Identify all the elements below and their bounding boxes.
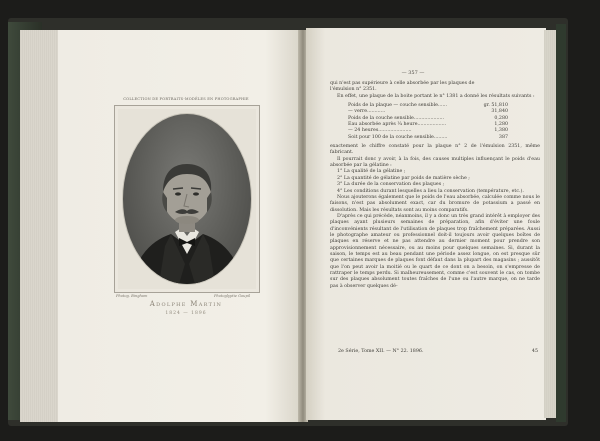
paragraph-4: Nous ajouterons également que le poids de l'eau absorbée, calculée comme nous le faisons, n'est pas absolument exact, car du bromure de potassium a passé en dissolution. Mais les résultats sont au moins comparatifs. [330,194,540,213]
paragraph-5: D'après ce qui précède, néanmoins, il y a donc un très grand intérêt à employer des plaques ayant plusieurs semaines de préparation, afin d'éviter une foule d'inconvénients résultant de l'utilisation de plaques trop fraîchement préparées. Aussi le photographe amateur ou professionnel doit-il toujours avoir quelques boîtes de plaques en réserve et ne pas attendre au dernier moment pour prendre son approvisionnement nécessaire, ou au moins pour quelques semaines. Si, durant la saison, le temps est au beau pendant une période assez longue, on est presque sûr que certaines marques de plaques font défaut dans la plupart des magasins ; aussitôt que l'on peut avoir la moitié ou le quart de ce dont on a besoin, on s'empresse de rattraper le temps perdu. Si malheureusement, comme c'est souvent le cas, on tombe sur des plaques absolument toutes fraîches de l'une ou l'autre marque, on ne tarde pas à observer quelques dé- [330,213,540,289]
list-item: 4° Les conditions durant lesquelles a lieu la conservation (température, etc.). [337,188,524,194]
table-row [348,135,508,141]
intro-line-1: qui n'est pas supérieure à celle absorbée par les plaques de [330,81,475,86]
list-item: 2° La quantité de gélatine par poids de matière sèche ; [337,175,470,181]
portrait-photo [122,113,252,285]
row-value: 1,380 [494,128,508,134]
footer-signature: 45 [531,349,538,354]
list-item: 3° La durée de la conservation des plaques ; [337,182,445,188]
row-value: 1,280 [494,122,508,128]
page-stack-left [20,30,60,422]
printer-credit: Photoglyptie Goupil [214,294,251,298]
paragraph-1: En effet, une plaque de la boite portant le n° 1381 a donné les résultats suivants : [337,93,535,99]
paragraph-3: Il pourrait donc y avoir, à la fois, des causes multiples influençant le poids d'eau absorbée par la gélatine : [330,156,540,169]
row-label: — 24 heures...................... [348,128,412,134]
paragraph-2: exactement le chiffre constaté pour la plaque n° 2 de l'émulsion 2351, même fabricant. [330,144,540,156]
photographer-credit: Photog. Bingham [116,294,148,298]
row-label: Soit pour 100 de la couche sensible......... [348,134,448,140]
portrait-illustration [123,114,251,284]
row-label: — verre............ [348,109,386,115]
subject-name: Adolphe Martin [149,300,223,308]
footer-series: 2e Série, Tome XII. — N° 22. 1896. [338,349,424,354]
body-text [330,81,540,290]
row-label: Poids de la couche sensible.................... [348,115,445,121]
subject-dates: 1824 — 1896 [165,311,207,316]
row-value: 0,280 [494,115,508,121]
page-footer [338,349,538,354]
intro-line-2: l'émulsion n° 2351. [330,87,377,93]
cover-right [556,24,566,422]
results-table [348,103,508,141]
page-number: — 357 — [401,70,425,76]
row-value: 387 [498,134,508,140]
row-value: 31,840 [491,109,508,115]
row-value: gr. 51,810 [483,103,508,109]
row-label: Poids de la plaque — couche sensible...... [348,103,447,109]
list-item: 1° La qualité de la gélatine ; [337,169,406,175]
row-label: Eau absorbée après ¼ heure................... [348,122,447,128]
series-caption: COLLECTION DE PORTRAITS-MODÈLES EN PHOTOGRAPHIE [123,97,249,101]
